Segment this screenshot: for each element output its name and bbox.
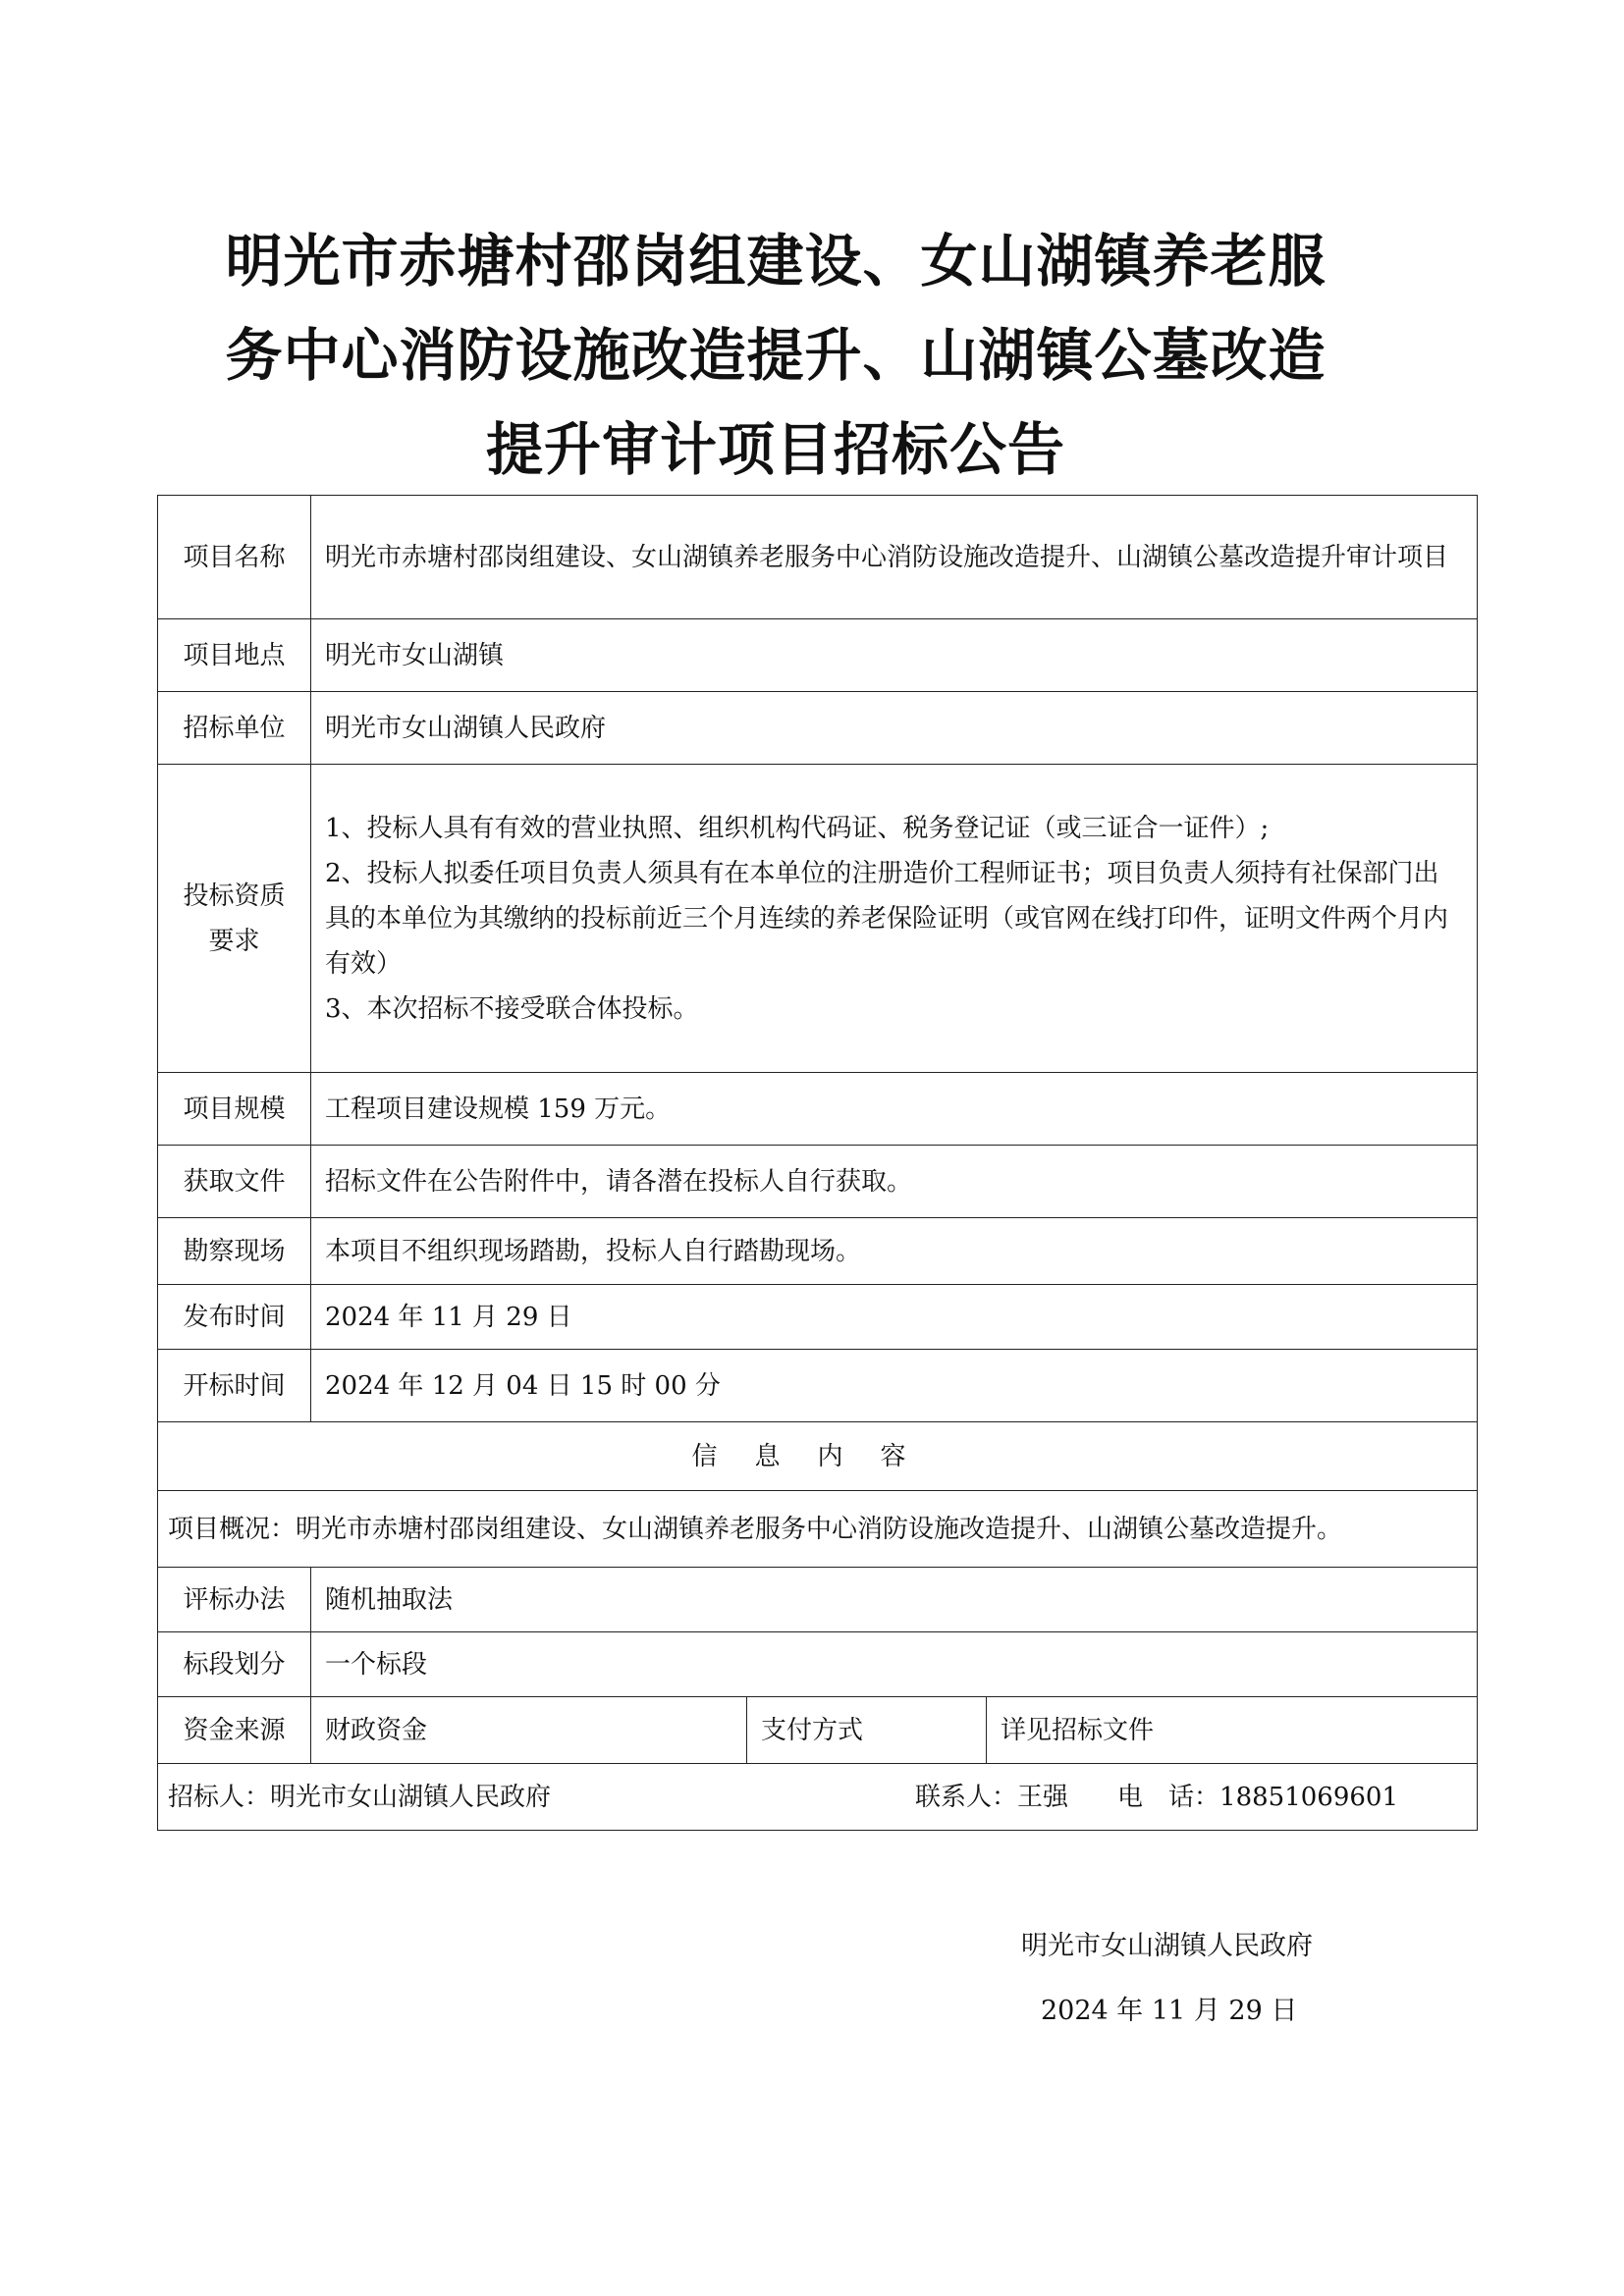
row-overview xyxy=(158,1491,1478,1568)
tender-unit-value: 明光市女山湖镇人民政府 xyxy=(311,692,1478,765)
row-opening-time xyxy=(158,1350,1478,1422)
evaluation-label: 评标办法 xyxy=(158,1568,311,1632)
title-line-2: 务中心消防设施改造提升、山湖镇公墓改造 xyxy=(225,322,1326,389)
obtain-docs-label: 获取文件 xyxy=(158,1146,311,1218)
qualification-item-3: 3、本次招标不接受联合体投标。 xyxy=(325,993,699,1024)
signoff-org: 明光市女山湖镇人民政府 xyxy=(1021,1931,1313,1961)
row-funding xyxy=(158,1697,1478,1764)
row-project-location xyxy=(158,619,1478,692)
qualification-label-line-1: 投标资质 xyxy=(183,881,286,911)
tenderer: 招标人：明光市女山湖镇人民政府 xyxy=(168,1782,552,1812)
signoff-date: 2024 年 11 月 29 日 xyxy=(1041,1996,1298,2026)
obtain-docs-value: 招标文件在公告附件中，请各潜在投标人自行获取。 xyxy=(311,1146,1478,1218)
row-contact xyxy=(158,1764,1478,1831)
funding-value: 财政资金 xyxy=(311,1697,747,1764)
contact-cell xyxy=(158,1764,1478,1831)
site-survey-label: 勘察现场 xyxy=(158,1218,311,1285)
funding-label: 资金来源 xyxy=(158,1697,311,1764)
row-publish-time xyxy=(158,1285,1478,1350)
project-scale-label: 项目规模 xyxy=(158,1073,311,1146)
contact-person: 联系人：王强 xyxy=(915,1782,1069,1812)
site-survey-value: 本项目不组织现场踏勘，投标人自行踏勘现场。 xyxy=(311,1218,1478,1285)
row-info-header xyxy=(158,1422,1478,1491)
title-line-3: 提升审计项目招标公告 xyxy=(485,416,1065,483)
opening-time-label: 开标时间 xyxy=(158,1350,311,1422)
project-overview: 项目概况：明光市赤塘村邵岗组建设、女山湖镇养老服务中心消防设施改造提升、山湖镇公墓改造提升。 xyxy=(158,1491,1478,1568)
qualification-label-line-2: 要求 xyxy=(208,926,260,956)
row-evaluation xyxy=(158,1568,1478,1632)
tender-unit-label: 招标单位 xyxy=(158,692,311,765)
project-location-label: 项目地点 xyxy=(158,619,311,692)
project-scale-value: 工程项目建设规模 159 万元。 xyxy=(311,1073,1478,1146)
row-section-division xyxy=(158,1632,1478,1697)
project-location-value: 明光市女山湖镇 xyxy=(311,619,1478,692)
section-division-label: 标段划分 xyxy=(158,1632,311,1697)
payment-value: 详见招标文件 xyxy=(987,1697,1478,1764)
publish-time-label: 发布时间 xyxy=(158,1285,311,1350)
qualification-label xyxy=(158,765,311,1073)
section-division-value: 一个标段 xyxy=(311,1632,1478,1697)
signoff xyxy=(1021,1914,1375,2044)
row-site-survey xyxy=(158,1218,1478,1285)
row-qualification xyxy=(158,765,1478,1073)
info-header: 信息内容 xyxy=(158,1422,1478,1491)
row-obtain-docs xyxy=(158,1146,1478,1218)
phone-number: 18851069601 xyxy=(1219,1782,1399,1812)
phone-label: 电 话： xyxy=(1117,1782,1220,1812)
opening-time-value: 2024 年 12 月 04 日 15 时 00 分 xyxy=(311,1350,1478,1422)
project-name-value: 明光市赤塘村邵岗组建设、女山湖镇养老服务中心消防设施改造提升、山湖镇公墓改造提升审计项目 xyxy=(311,496,1478,619)
row-tender-unit xyxy=(158,692,1478,765)
qualification-item-1: 1、投标人具有有效的营业执照、组织机构代码证、税务登记证（或三证合一证件）; xyxy=(325,813,1270,843)
evaluation-value: 随机抽取法 xyxy=(311,1568,1478,1632)
project-name-label: 项目名称 xyxy=(158,496,311,619)
title-line-1: 明光市赤塘村邵岗组建设、女山湖镇养老服 xyxy=(225,228,1326,294)
qualification-item-2: 2、投标人拟委任项目负责人须具有在本单位的注册造价工程师证书；项目负责人须持有社保部门出具的本单位为其缴纳的投标前近三个月连续的养老保险证明（或官网在线打印件，证明文件两个月内有效） xyxy=(325,858,1449,979)
row-project-scale xyxy=(158,1073,1478,1146)
publish-time-value: 2024 年 11 月 29 日 xyxy=(311,1285,1478,1350)
notice-table xyxy=(157,495,1478,1831)
row-project-name xyxy=(158,496,1478,619)
qualification-value xyxy=(311,765,1478,1073)
payment-label: 支付方式 xyxy=(747,1697,987,1764)
document-title xyxy=(157,214,1394,497)
